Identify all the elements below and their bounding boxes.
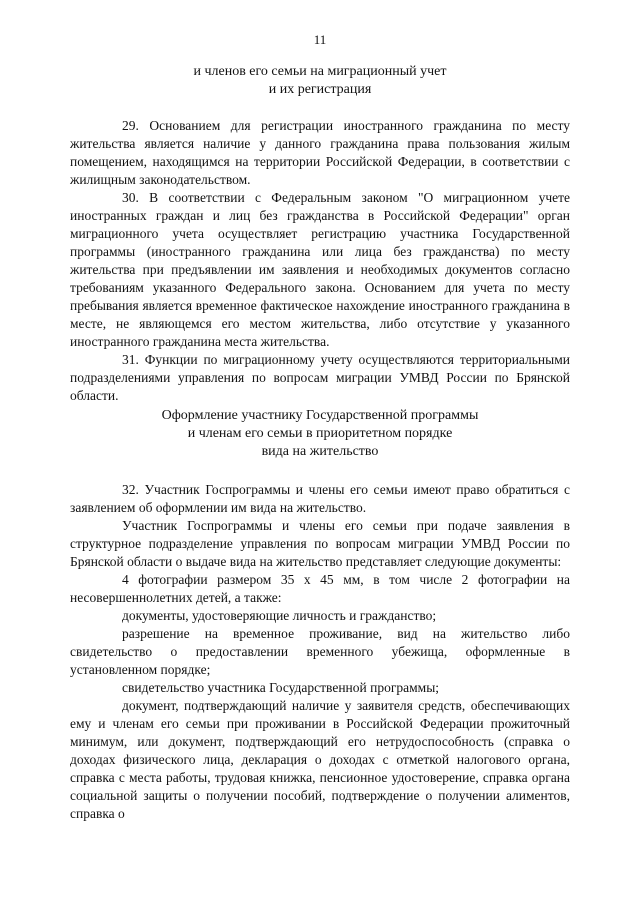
- section-residence-permit: [70, 481, 570, 823]
- paragraph-temporary-residence: разрешение на временное проживание, вид на жительство либо свидетельство о предоставлении временного убежища, оформленные в установленном порядке;: [70, 626, 570, 677]
- heading-line: вида на жительство: [261, 444, 379, 459]
- paragraph-32: 32. Участник Госпрограммы и члены его семьи имеют право обратиться с заявлением об оформлении им вида на жительство.: [70, 482, 570, 515]
- page-number: 11: [313, 32, 327, 47]
- paragraph-30: 30. В соответствии с Федеральным законом "О миграционном учете иностранных граждан и лиц без гражданства в Российской Федерации" орган миграционного учета осуществляет регистрацию участника Государственной программы (иностранного гражданина или лица без гражданства) по месту жительства при предъявлении им заявления и необходимых документов согласно требованиям указанного Федерального закона. Основанием для учета по месту пребывания является временное фактическое нахождение иностранного гражданина в месте, не являющемся его местом жительства, либо отсутствие у указанного иностранного гражданина места жительства.: [70, 190, 570, 349]
- paragraph-photos: 4 фотографии размером 35 х 45 мм, в том числе 2 фотографии на несовершеннолетних детей, а также:: [70, 572, 570, 605]
- paragraph-29: 29. Основанием для регистрации иностранного гражданина по месту жительства является наличие у данного гражданина права пользования жилым помещением, находящимся на территории Российской Федерации, в соответствии с жилищным законодательством.: [70, 118, 570, 187]
- section-registration-rules: [70, 117, 570, 405]
- heading-migration-registration: [70, 63, 570, 99]
- paragraph-application: Участник Госпрограммы и члены его семьи при подаче заявления в структурное подразделение управления по вопросам миграции УМВД России по Брянской области о выдаче вида на жительство представляет следующие документы:: [70, 518, 570, 569]
- heading-line: и членам его семьи в приоритетном порядке: [187, 426, 453, 441]
- paragraph-31: 31. Функции по миграционному учету осуществляются территориальными подразделениями управления по вопросам миграции УМВД России по Брянской области.: [70, 352, 570, 403]
- paragraph-income-document: документ, подтверждающий наличие у заявителя средств, обеспечивающих ему и членам его семьи при проживании в Российской Федерации прожиточный минимум, или документ, подтверждающий его нетрудоспособность (справка о доходах физического лица, декларация о доходах с отметкой налогового органа, справка с места работы, трудовая книжка, пенсионное удостоверение, справка органа социальной защиты о получении пособий, подтверждение о получении алиментов, справка о: [70, 698, 570, 821]
- paragraph-participant-certificate: свидетельство участника Государственной программы;: [122, 680, 440, 695]
- heading-line: и их регистрация: [268, 82, 372, 97]
- heading-line: и членов его семьи на миграционный учет: [193, 64, 447, 79]
- heading-line: Оформление участнику Государственной программы: [161, 408, 479, 423]
- heading-residence-permit: [70, 407, 570, 461]
- paragraph-identity-documents: документы, удостоверяющие личность и гражданство;: [122, 608, 437, 623]
